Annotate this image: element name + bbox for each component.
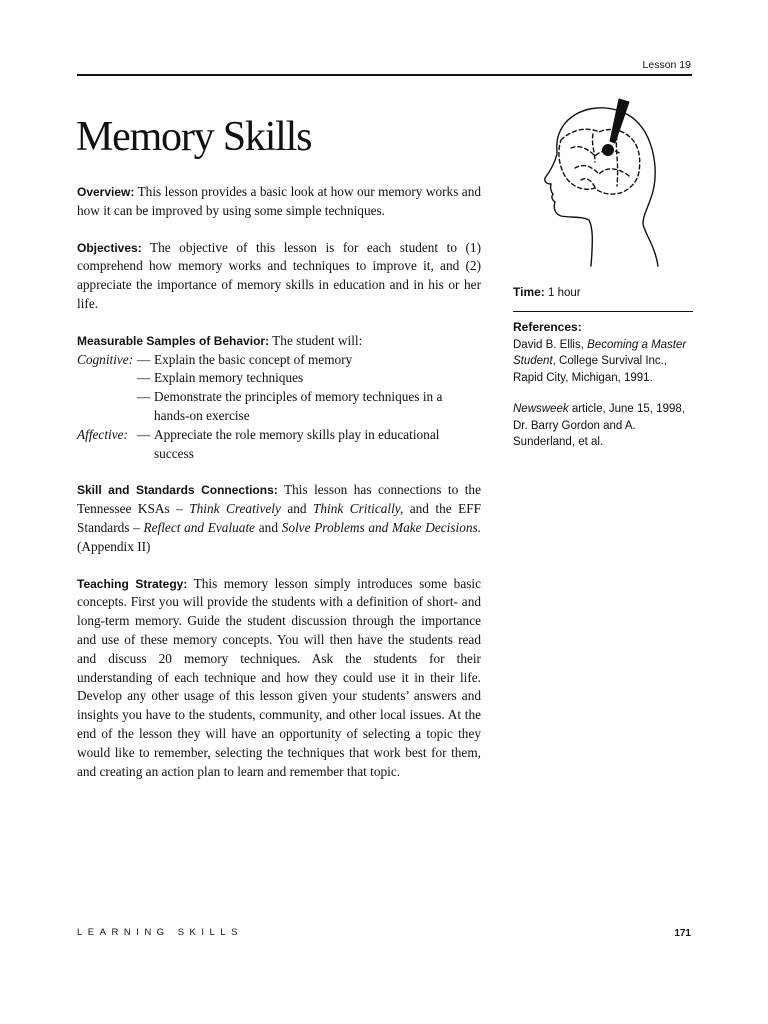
header-rule [77,74,692,76]
references-label: References: [513,320,582,334]
strategy-section [77,575,481,782]
footer-section-title: LEARNING SKILLS [77,927,243,938]
dash: — [137,426,151,442]
lesson-number: Lesson 19 [642,59,691,71]
list-item [137,426,481,464]
strategy-text: This memory lesson simply introduces some basic concepts. First you will provide the students with a definition of short- and long-term memory. Guide the student discussion through the importance and use of these memory concepts. You will then have the students read and discuss 20 memory techniques. Ask the students for their understanding of each technique and how they could use it in their life. Develop any other usage of this lesson given your students’ answers and insights you have to the students, community, and other local issues. At the end of the lesson they will have an opportunity of selecting a topic they would like to remember, selecting the techniques that work best for them, and creating an action plan to learn and remember that topic. [77,575,481,779]
connections-emphasis: Reflect and Evaluate [143,519,256,535]
affective-row [77,426,481,464]
connections-text: and [258,519,278,535]
overview-text: This lesson provides a basic look at how our memory works and how it can be improved by using some simple techniques. [77,184,481,218]
head-with-brain-exclamation-icon [535,96,665,268]
connections-emphasis: Think Critically, [312,501,404,517]
objectives-section [77,239,481,314]
strategy-label: Teaching Strategy: [77,576,188,591]
page-number: 171 [674,928,691,939]
behavior-intro: The student will: [272,332,363,348]
connections-emphasis: Think Creatively [189,501,281,517]
time-label: Time: [513,285,545,299]
list-item [137,351,481,370]
page-title: Memory Skills [76,114,312,160]
affective-label: Affective: [77,426,128,442]
objectives-label: Objectives: [77,240,142,255]
cognitive-item-text: Explain memory techniques [154,370,304,386]
references-section [513,319,698,466]
reference-item [513,401,698,451]
dash: — [137,389,151,405]
dash: — [137,370,151,386]
cognitive-item-text: Demonstrate the principles of memory techniques in a hands-on exercise [154,389,443,423]
overview-section [77,183,481,221]
connections-label: Skill and Standards Connections: [77,483,278,498]
cognitive-row [77,351,481,426]
behavior-section [77,332,481,464]
reference-author: David B. Ellis, [513,338,584,351]
reference-item [513,337,698,387]
affective-item-text: Appreciate the role memory skills play in educational success [154,426,440,461]
cognitive-item-text: Explain the basic concept of memory [154,351,353,367]
connections-section [77,481,481,556]
dash: — [137,351,151,367]
list-item [137,388,481,426]
lesson-body [77,183,481,799]
reference-title: Becoming a Master Student [513,338,687,367]
behavior-label: Measurable Samples of Behavior: [77,333,270,348]
connections-text: (Appendix II) [77,538,151,554]
connections-text: and the EFF Standards – [77,501,481,535]
connections-emphasis: Solve Problems and Make Decisions. [281,519,482,535]
connections-text: and [287,501,307,517]
cognitive-label: Cognitive: [77,351,134,367]
references-rule [513,311,693,312]
time-value: 1 hour [548,287,581,299]
objectives-text: The objective of this lesson is for each student to (1) comprehend how memory works and techniques to improve it, and (2) appreciate the importance of memory skills in education and in his or her life. [77,239,481,311]
overview-label: Overview: [77,185,135,199]
connections-text: This lesson has connections to the Tennessee KSAs – [77,482,481,517]
reference-details: article, June 15, 1998, Dr. Barry Gordon and A. Sunderland, et al. [513,403,685,448]
list-item [137,369,481,388]
time-info [513,285,581,299]
reference-source: Newsweek [513,403,569,415]
reference-details: , College Survival Inc., Rapid City, Michigan, 1991. [513,355,668,384]
